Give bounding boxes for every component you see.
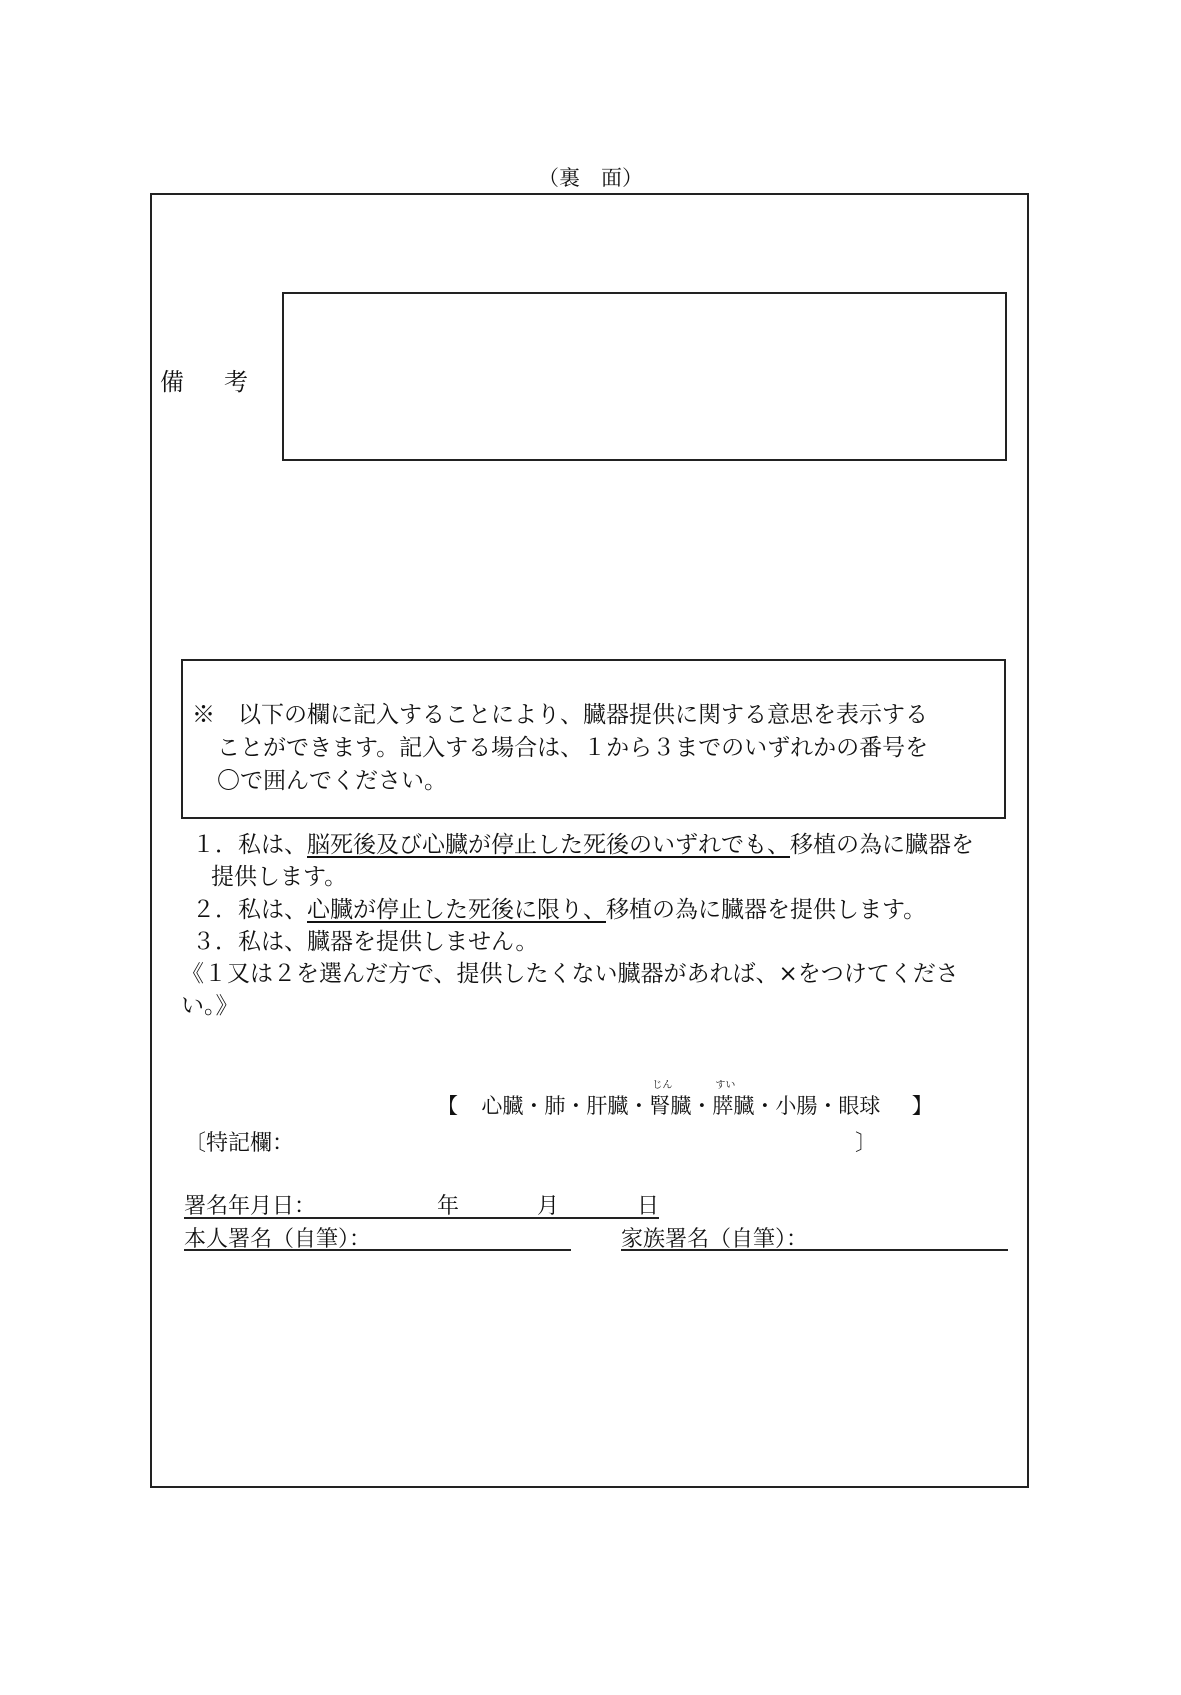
organ-separator: ・ xyxy=(628,1094,650,1118)
organ-separator: ・ xyxy=(817,1094,839,1118)
option-1-continued: 提供します。 xyxy=(211,864,348,890)
special-notes-field[interactable] xyxy=(300,1120,850,1154)
remarks-label xyxy=(160,362,248,397)
remarks-label-left: 備 xyxy=(160,368,184,396)
signature-year-label: 年 xyxy=(437,1194,460,1219)
organ-note-line-1: 《１又は２を選んだ方で、提供したくない臓器があれば、×をつけてくださ xyxy=(181,961,959,987)
family-signature-label: 家族署名（自筆）： xyxy=(621,1227,809,1252)
notice-line-3: 〇で囲んでください。 xyxy=(217,768,447,794)
option-1-suffix: 移植の為に臓器を xyxy=(790,832,974,858)
organ-pancreas[interactable] xyxy=(712,1080,755,1120)
signature-date-label: 署名年月日： xyxy=(184,1194,317,1219)
option-2[interactable] xyxy=(192,891,926,924)
organ-separator: ・ xyxy=(691,1094,713,1118)
signature-date-underline xyxy=(184,1217,659,1219)
signature-month-field[interactable] xyxy=(465,1186,533,1216)
organ-separator: ・ xyxy=(565,1094,587,1118)
organ-separator: ・ xyxy=(523,1094,545,1118)
self-signature-underline xyxy=(184,1249,571,1251)
pancreas-ruby: すい xyxy=(715,1080,736,1091)
page-title: （裏 面） xyxy=(538,166,643,190)
organ-small-intestine[interactable]: 小腸 xyxy=(775,1094,818,1118)
signature-month-label: 月 xyxy=(537,1194,560,1219)
special-notes-close: 〕 xyxy=(855,1131,878,1156)
family-signature-underline xyxy=(621,1249,1008,1251)
remarks-field[interactable] xyxy=(282,292,1007,461)
organ-note-line-2: い。》 xyxy=(181,993,239,1019)
organ-kidney-label: 腎臓 xyxy=(649,1094,692,1118)
organ-separator: ・ xyxy=(754,1094,776,1118)
option-3[interactable]: ３．私は、臓器を提供しません。 xyxy=(192,929,539,955)
self-signature-field[interactable] xyxy=(390,1220,570,1250)
signature-day-field[interactable] xyxy=(565,1186,633,1216)
organ-close-bracket: 】 xyxy=(911,1094,933,1118)
organ-heart[interactable]: 心臓 xyxy=(481,1094,524,1118)
self-signature-label: 本人署名（自筆）： xyxy=(184,1227,372,1252)
organ-liver[interactable]: 肝臓 xyxy=(586,1094,629,1118)
organ-eyeball[interactable]: 眼球 xyxy=(838,1094,881,1118)
family-signature-field[interactable] xyxy=(825,1220,1005,1250)
notice-line-1: ※ 以下の欄に記入することにより、臓器提供に関する意思を表示する xyxy=(192,702,928,728)
remarks-label-right: 考 xyxy=(224,368,248,396)
organ-pancreas-label: 膵臓 xyxy=(712,1094,755,1118)
option-2-suffix: 移植の為に臓器を提供します。 xyxy=(606,897,927,923)
signature-day-label: 日 xyxy=(637,1194,660,1219)
option-2-underlined: 心臓が停止した死後に限り、 xyxy=(307,897,606,923)
option-1[interactable] xyxy=(192,826,974,859)
special-notes-label: 〔特記欄： xyxy=(184,1131,295,1156)
option-2-prefix: ２．私は、 xyxy=(192,897,307,923)
organ-open-bracket: 【 xyxy=(437,1094,458,1118)
kidney-ruby: じん xyxy=(652,1080,673,1091)
organ-lung[interactable]: 肺 xyxy=(544,1094,566,1118)
option-1-underlined: 脳死後及び心臓が停止した死後のいずれでも、 xyxy=(307,832,790,858)
organ-kidney[interactable] xyxy=(649,1080,692,1120)
signature-year-field[interactable] xyxy=(320,1186,430,1216)
option-1-prefix: １．私は、 xyxy=(192,832,307,858)
notice-line-2: ことができます。記入する場合は、１から３までのいずれかの番号を xyxy=(217,735,929,761)
organ-list xyxy=(437,1080,933,1120)
